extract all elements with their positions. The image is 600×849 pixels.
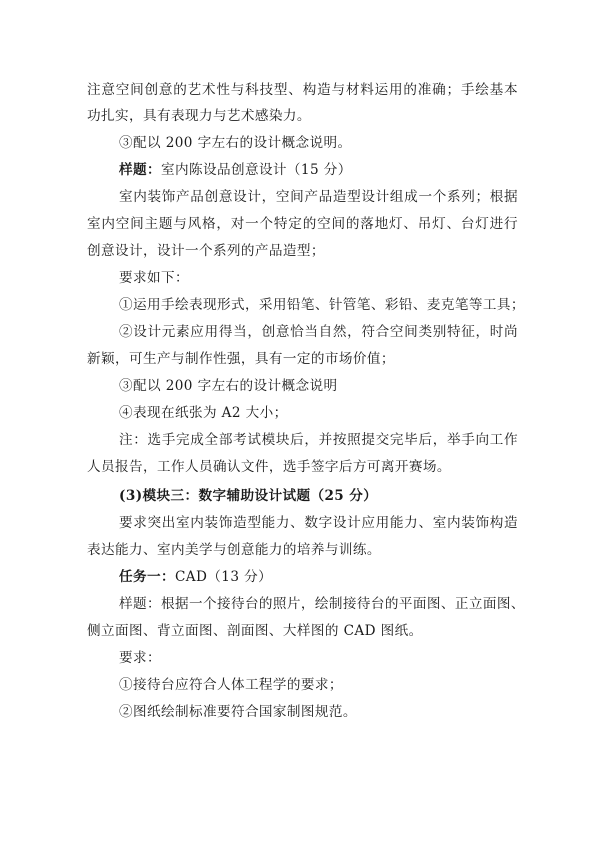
requirements-heading: 要求： <box>119 650 161 666</box>
list-item-1: ①接待台应符合人体工程学的要求； <box>119 677 343 693</box>
paragraph-line: 室内装饰产品创意设计，空间产品造型设计组成一个系列；根据 <box>119 189 518 205</box>
paragraph-line: 创意设计，设计一个系列的产品造型； <box>87 243 325 259</box>
list-item-3: ③配以 200 字左右的设计概念说明。 <box>119 135 352 151</box>
task-heading <box>0 568 600 586</box>
paragraph-line: 室内空间主题与风格，对一个特定的空间的落地灯、吊灯、台灯进行 <box>87 216 518 232</box>
requirements-heading: 要求如下： <box>119 270 189 286</box>
list-item-4: ④表现在纸张为 A2 大小； <box>119 405 288 421</box>
note-line: 人员报告，工作人员确认文件，选手签字后方可离开赛场。 <box>87 459 451 475</box>
paragraph-line: 新颖，可生产与制作性强，具有一定的市场价值； <box>87 351 395 367</box>
module-heading: (3)模块三：数字辅助设计试题（25 分） <box>119 488 378 504</box>
paragraph-line: 注意空间创意的艺术性与科技型、构造与材料运用的准确；手绘基本 <box>87 82 518 98</box>
paragraph-line: 侧立面图、背立面图、剖面图、大样图的 CAD 图纸。 <box>87 623 423 639</box>
sample-title: 室内陈设品创意设计（15 分） <box>160 162 352 178</box>
note-line: 注：选手完成全部考试模块后，并按照提交完毕后，举手向工作 <box>119 432 518 448</box>
list-item-2: ②设计元素应用得当，创意恰当自然，符合空间类别特征，时尚 <box>119 324 518 340</box>
list-item-1: ①运用手绘表现形式，采用铅笔、针管笔、彩铅、麦克笔等工具； <box>119 297 525 313</box>
paragraph-line: 表达能力、室内美学与创意能力的培养与训练。 <box>87 542 381 558</box>
task-label: 任务一： <box>119 569 175 585</box>
list-item-3: ③配以 200 字左右的设计概念说明 <box>119 378 338 394</box>
task-title: CAD（13 分） <box>174 569 273 585</box>
sample-heading <box>0 161 600 179</box>
paragraph-line: 功扎实，具有表现力与艺术感染力。 <box>87 108 311 124</box>
sample-label: 样题： <box>119 162 161 178</box>
paragraph-line: 样题：根据一个接待台的照片，绘制接待台的平面图、正立面图、 <box>119 596 525 612</box>
paragraph-line: 要求突出室内装饰造型能力、数字设计应用能力、室内装饰构造 <box>119 515 518 531</box>
list-item-2: ②图纸绘制标准要符合国家制图规范。 <box>119 704 357 720</box>
